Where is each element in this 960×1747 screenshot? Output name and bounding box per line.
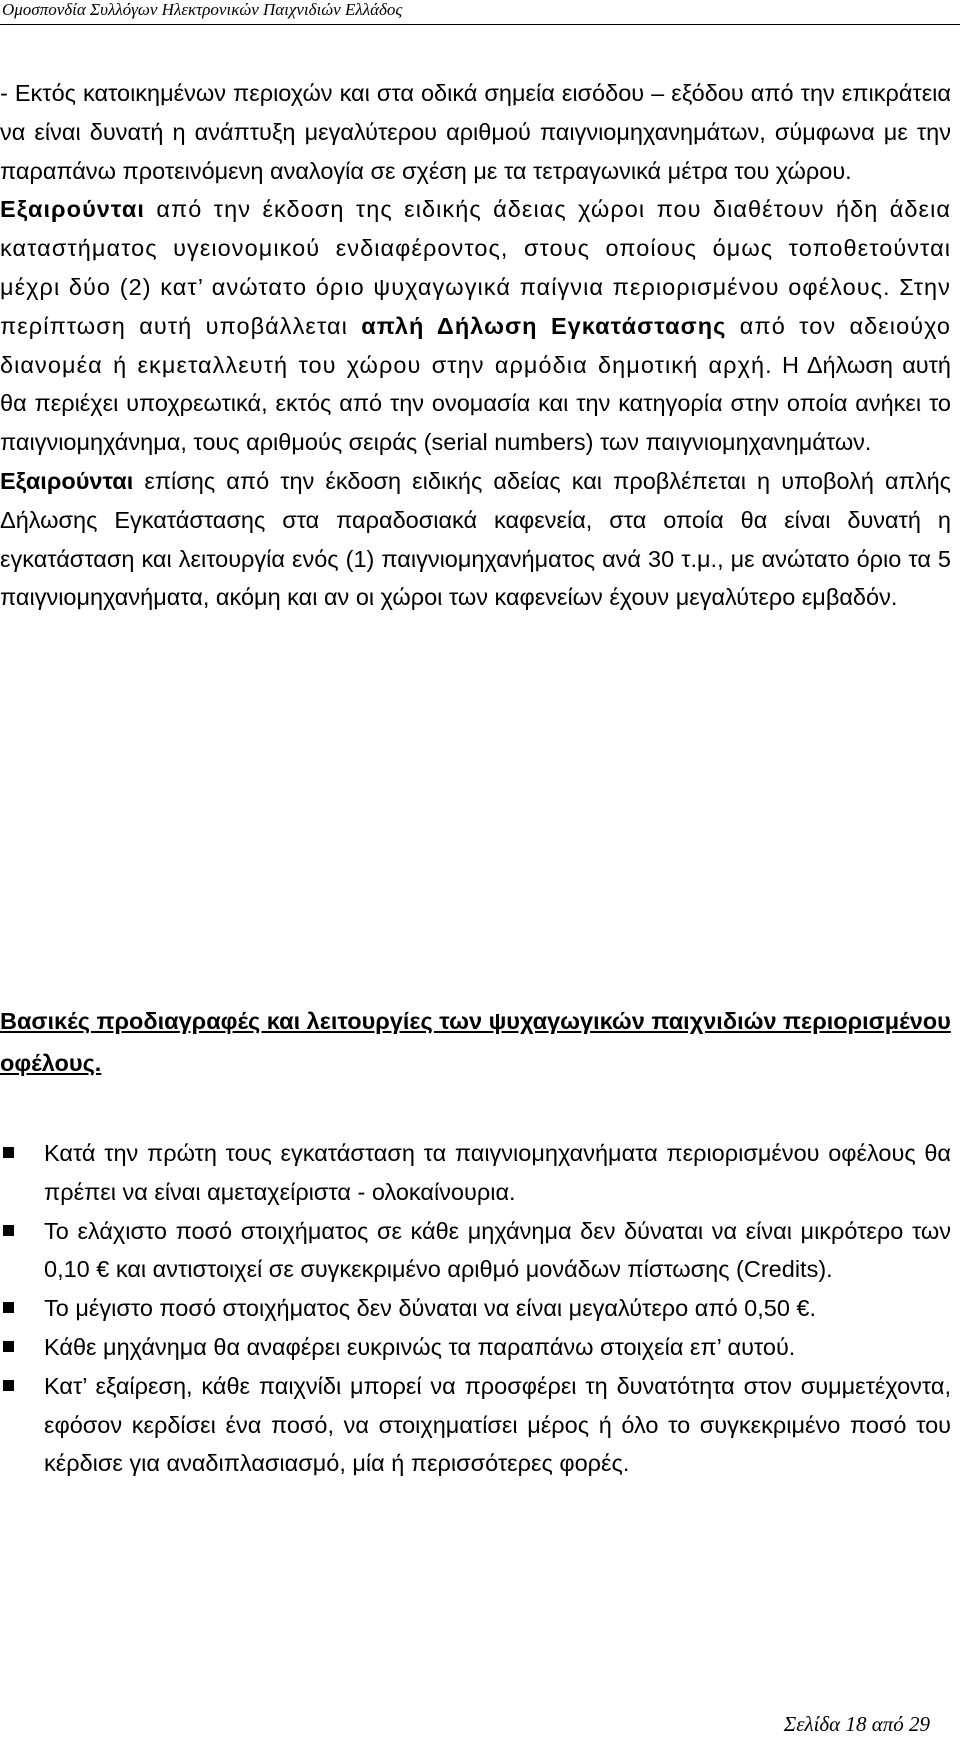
exemption-text-2: από τον αδειούχο διανομέα ή εκμεταλλευτή του χώρου στην αρμόδια δημοτική αρχή.	[0, 312, 951, 378]
exemption-lead-2: Εξαιρούνται	[0, 467, 134, 494]
list-item-text: Το ελάχιστο ποσό στοιχήματος σε κάθε μηχάνημα δεν δύναται να είναι μικρότερο των 0,10 € και αντιστοιχεί σε συγκεκριμένο αριθμό μονάδων πίστωσης (Credits).	[44, 1217, 951, 1283]
exemption-text-3: Η Δήλωση αυτή θα περιέχει υποχρεωτικά, εκτός από την ονομασία και την κατηγορία στην οποία ανήκει το παιγνιομηχάνημα, τους αριθμούς σειράς (serial numbers) των παιγνιομηχανημάτων.	[0, 351, 951, 456]
body-text	[0, 74, 951, 617]
square-bullet-icon	[3, 1147, 14, 1158]
list-item-text: Κάθε μηχάνημα θα αναφέρει ευκρινώς τα παραπάνω στοιχεία επ’ αυτού.	[44, 1333, 796, 1360]
list-item-text: Το μέγιστο ποσό στοιχήματος δεν δύναται να είναι μεγαλύτερο από 0,50 €.	[44, 1295, 817, 1322]
list-item	[0, 1289, 951, 1328]
header-title: Ομοσπονδία Συλλόγων Ηλεκτρονικών Παιχνιδιών Ελλάδος	[2, 0, 403, 19]
specifications-list	[0, 1134, 951, 1483]
exemption-text-1: από την έκδοση της ειδικής άδειας χώροι που διαθέτουν ήδη άδεια καταστήματος υγειονομικού ενδιαφέροντος, στους οποίους όμως τοποθετούνται μέχρι δύο (2) κατ’ ανώτατο όριο ψυχαγωγικά παίγνια περιορισμένου οφέλους. Στην περίπτωση αυτή υποβάλλεται	[0, 196, 951, 339]
declaration-term: απλή Δήλωση Εγκατάστασης	[361, 312, 727, 339]
list-item	[0, 1328, 951, 1367]
paragraph-exemption-cafes	[0, 462, 951, 617]
paragraph-exemption-shops	[0, 190, 951, 462]
exemption-lead: Εξαιρούνται	[0, 196, 145, 223]
square-bullet-icon	[3, 1302, 14, 1313]
running-header	[0, 0, 960, 32]
exemption-cafes-text: επίσης από την έκδοση ειδικής αδείας και προβλέπεται η υποβολή απλής Δήλωσης Εγκατάστασης στα παραδοσιακά καφενεία, στα οποία θα είναι δυνατή η εγκατάσταση και λειτουργία ενός (1) παιγνιομηχανήματος ανά 30 τ.μ., με ανώτατο όριο τα 5 παιγνιομηχανήματα, ακόμη και αν οι χώροι των καφενείων έχουν μεγαλύτερο εμβαδόν.	[0, 467, 951, 611]
paragraph-outside-areas: - Εκτός κατοικημένων περιοχών και στα οδικά σημεία εισόδου – εξόδου από την επικράτεια να είναι δυνατή η ανάπτυξη μεγαλύτερου αριθμού παιγνιομηχανημάτων, σύμφωνα με την παραπάνω προτεινόμενη αναλογία σε σχέση με τα τετραγωνικά μέτρα του χώρου.	[0, 80, 951, 184]
square-bullet-icon	[3, 1225, 14, 1236]
list-item	[0, 1134, 951, 1212]
header-rule	[0, 24, 960, 25]
list-item-text: Κατ’ εξαίρεση, κάθε παιχνίδι μπορεί να προσφέρει τη δυνατότητα στον συμμετέχοντα, εφόσον κερδίσει ένα ποσό, να στοιχηματίσει μέρος ή όλο το συγκεκριμένο ποσό του κέρδισε για αναδιπλασιασμό, μία ή περισσότερες φορές.	[44, 1372, 951, 1477]
square-bullet-icon	[3, 1341, 14, 1352]
list-item	[0, 1212, 951, 1290]
section-heading: Βασικές προδιαγραφές και λειτουργίες των ψυχαγωγικών παιχνιδιών περιορισμένου οφέλους.	[0, 1008, 951, 1076]
list-item	[0, 1367, 951, 1483]
square-bullet-icon	[3, 1380, 14, 1391]
list-item-text: Κατά την πρώτη τους εγκατάσταση τα παιγνιομηχανήματα περιορισμένου οφέλους θα πρέπει να είναι αμεταχείριστα - ολοκαίνουρια.	[44, 1140, 951, 1205]
page-number: Σελίδα 18 από 29	[783, 1712, 930, 1736]
